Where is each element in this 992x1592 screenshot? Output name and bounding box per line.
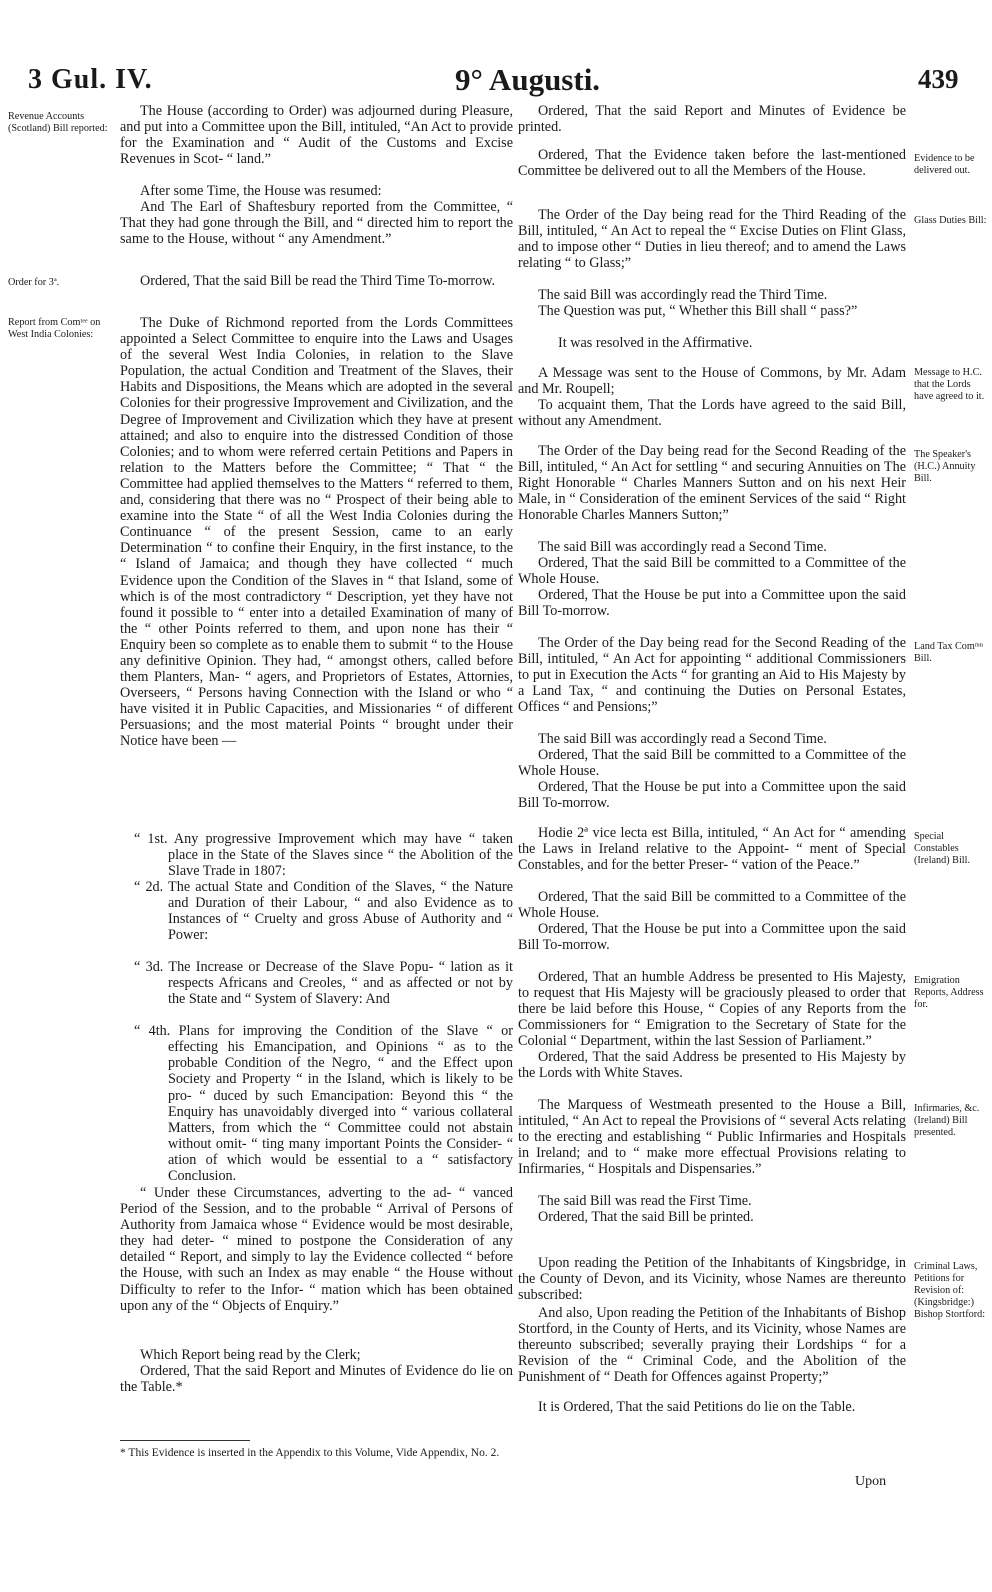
margin-note: Special Constables (Ireland) Bill. (914, 831, 971, 866)
paragraph: Ordered, That the Evidence taken before the last-mentioned Committee be delivered out to all the Members of the House. (518, 147, 906, 180)
paragraph: The Order of the Day being read for the Second Reading of the Bill, intituled, “ An Act for settling “ and securing Annuities on The Right Honorable “ Charles Manners Sutton and on his next Heir Male, in “ Consideration of the eminent Services of the said “ Right Honorable Charles Manners Sutton;” (518, 443, 906, 524)
margin-note: Report from Comᵗᵉᵉ on West India Colonies: (8, 317, 101, 340)
paragraph: And The Earl of Shaftesbury reported from the Committee, “ That they had gone through the Bill, and “ directed him to report the same to the House, without “ any Amendment.” (120, 199, 513, 248)
catchword: Upon (855, 1474, 887, 1489)
page-date: 9° Augusti. (455, 62, 601, 97)
margin-note: Revenue Accounts (Scotland) Bill reported: (8, 111, 108, 134)
margin-note: Infirmaries, &c. (Ireland) Bill presented. (914, 1103, 980, 1138)
paragraph: Which Report being read by the Clerk; (140, 1347, 361, 1363)
footnote: * This Evidence is inserted in the Appendix to this Volume, Vide Appendix, No. 2. (120, 1447, 500, 1459)
paragraph: The said Bill was accordingly read a Second Time. (538, 731, 827, 747)
paragraph: Ordered, That the House be put into a Committee upon the said Bill To-morrow. (518, 587, 906, 620)
page-number: 439 (918, 64, 959, 94)
paragraph: After some Time, the House was resumed: (140, 183, 382, 199)
paragraph: Ordered, That the said Report and Minutes of Evidence do lie on the Table.* (120, 1363, 513, 1396)
margin-note: Glass Duties Bill: (914, 215, 987, 226)
margin-note: The Speaker's (H.C.) Annuity Bill. (914, 449, 976, 484)
paragraph: Ordered, That the said Address be presented to His Majesty by the Lords with White Staves. (518, 1049, 906, 1082)
paragraph: It is Ordered, That the said Petitions do lie on the Table. (538, 1399, 856, 1415)
paragraph: Ordered, That an humble Address be presented to His Majesty, to request that His Majesty will be graciously pleased to order that there be laid before this House, “ Copies of any Reports from the Commissioners for “ Emigration to the Secretary of State for the Colonial “ Department, within the last Session of Parliament.” (518, 969, 906, 1050)
list-item: “ 4th. Plans for improving the Condition of the Slave “ or effecting his Emancipation, and Opinions “ as to the probable Condition of the Negro, “ and the Effect upon Society and Property “ in the Island, which is likely to be pro- “ duced by such Emancipation: Beyond this “ the Enquiry has unavoidably diverged into “ various collateral Matters, from which the “ Committee could not abstain without omit- “ ting many important Points the Consider- “ ation of which would be essential to a “ satisfactory Conclusion. (134, 1023, 513, 1185)
margin-note: Emigration Reports, Address for. (914, 975, 984, 1010)
paragraph: The said Bill was read the First Time. (538, 1193, 752, 1209)
paragraph: The House (according to Order) was adjourned during Pleasure, and put into a Committee upon the Bill, intituled, “An Act to provide for the Examination and “ Audit of the Customs and Excise Revenues in Scot- “ land.” (120, 103, 513, 168)
list-item: “ 2d. The actual State and Condition of the Slaves, “ the Nature and Duration of their Labour, “ and also Evidence as to Instances of “ Cruelty and gross Abuse of Authority and “ Power: (134, 879, 513, 944)
paragraph: Ordered, That the said Bill be committed to a Committee of the Whole House. (518, 747, 906, 780)
paragraph: The Order of the Day being read for the Second Reading of the Bill, intituled, “ An Act for appointing “ additional Commissioners to put in Execution the Acts “ for granting an Aid to His Majesty by a Land Tax, “ and continuing the Duties on Personal Estates, Offices “ and Pensions;” (518, 635, 906, 716)
paragraph: The Order of the Day being read for the Third Reading of the Bill, intituled, “ An Act to repeal the “ Excise Duties on Flint Glass, and to impose other “ Duties in lieu thereof; and to amend the Laws relating “ to Glass;” (518, 207, 906, 272)
margin-note: Order for 3ª. (8, 277, 60, 288)
list-item: “ 3d. The Increase or Decrease of the Slave Popu- “ lation as it respects Africans and Creoles, “ and as affected or not by the State and “ System of Slavery: And (134, 959, 513, 1008)
paragraph: Hodie 2ª vice lecta est Billa, intituled, “ An Act for “ amending the Laws in Ireland relative to the Appoint- “ ment of Special Constables, and for the better Preser- “ vation of the Peace.” (518, 825, 906, 874)
paragraph: To acquaint them, That the Lords have agreed to the said Bill, without any Amendment. (518, 397, 906, 430)
list-item: “ 1st. Any progressive Improvement which may have “ taken place in the State of the Slaves since “ the Abolition of the Slave Trade in 1807: (134, 831, 513, 880)
paragraph: Ordered, That the House be put into a Committee upon the said Bill To-morrow. (518, 779, 906, 812)
paragraph: It was resolved in the Affirmative. (558, 335, 753, 351)
paragraph: The Question was put, “ Whether this Bill shall “ pass?” (538, 303, 858, 319)
paragraph: Ordered, That the said Bill be committed to a Committee of the Whole House. (518, 889, 906, 922)
paragraph: And also, Upon reading the Petition of the Inhabitants of Bishop Stortford, in the County of Herts, and its Vicinity, whose Names are thereunto subscribed; severally praying their Lordships “ for a Revision of the “ Criminal Code, and the Abolition of the Punishment of “ Death for Offences against Property;” (518, 1305, 906, 1386)
paragraph: “ Under these Circumstances, adverting to the ad- “ vanced Period of the Session, and to the probable “ Arrival of Persons of Authority from Jamaica whose “ Evidence would be most desirable, they had deter- “ mined to postpone the Consideration of any detailed “ Report, and simply to lay the Evidence collected “ before the House, with such an Index as may enable “ the House without Difficulty to refer to the Infor- “ mation which has been obtained upon any of the “ Objects of Enquiry.” (120, 1185, 513, 1314)
paragraph: Ordered, That the said Bill be committed to a Committee of the Whole House. (518, 555, 906, 588)
margin-note: Criminal Laws, Petitions for Revision of: (Kingsbridge:) Bishop Stortford: (914, 1261, 986, 1320)
paragraph: Upon reading the Petition of the Inhabitants of Kingsbridge, in the County of Devon, and its Vicinity, whose Names are thereunto subscribed: (518, 1255, 906, 1304)
footnote-rule (120, 1440, 250, 1441)
paragraph: The said Bill was accordingly read a Second Time. (538, 539, 827, 555)
regnal-year: 3 Gul. IV. (28, 64, 153, 95)
margin-note: Land Tax Comᵐⁿ Bill. (914, 641, 983, 664)
paragraph: The Duke of Richmond reported from the Lords Committees appointed a Select Committee to enquire into the Laws and Usages of the several West India Colonies, in relation to the Slave Population, the actual Condition and Treatment of the Slaves, their Habits and Dispositions, the Means which are adopted in the several Colonies for their progressive Improvement and Civilization, and the Degree of Improvement and Civilization which they have at present attained; and also to enquire into the distressed Condition of those Colonies; and to whom were referred certain Petitions and Papers in relation to the Matters before the Committee; “ That “ the Committee had applied themselves to the Matters “ referred to them, and, considering that there was no “ Prospect of their being able to examine into the State “ of all the West India Colonies during the Continuance “ of the present Session, came to an early Determination “ to confine their Enquiry, in the first instance, to the “ Island of Jamaica; and though they have collected “ much Evidence upon the Condition of the Slaves in “ that Island, some of which is of the most contradictory “ Description, yet they have not found it possible to “ enter into a detailed Examination of many of the “ other Points referred to them, and upon none has their “ Enquiry been so complete as to enable them to submit “ to the House any definitive Opinion. They had, “ amongst others, called before them Planters, Man- “ agers, and Proprietors of Estates, Attornies, Overseers, “ Persons having Connection with the Island or who “ have visited it in Public Capacities, and Missionaries “ of different Persuasions; and the most material Points “ brought under their Notice have been — (120, 315, 513, 750)
paragraph: Ordered, That the said Bill be printed. (538, 1209, 754, 1225)
paragraph: A Message was sent to the House of Commons, by Mr. Adam and Mr. Roupell; (518, 365, 906, 398)
margin-note: Evidence to be delivered out. (914, 153, 975, 176)
margin-note: Message to H.C. that the Lords have agreed to it. (914, 367, 985, 402)
paragraph: The said Bill was accordingly read the Third Time. (538, 287, 828, 303)
page-header (0, 60, 992, 100)
paragraph: The Marquess of Westmeath presented to the House a Bill, intituled, “ An Act to repeal the Provisions of “ several Acts relating to the erecting and establishing “ Public Infirmaries and Hospitals in Ireland; and to “ make more effectual Provisions relating to Infirmaries, “ Hospitals and Dispensaries.” (518, 1097, 906, 1178)
paragraph: Ordered, That the said Report and Minutes of Evidence be printed. (518, 103, 906, 136)
paragraph: Ordered, That the said Bill be read the Third Time To-morrow. (140, 273, 496, 289)
paragraph: Ordered, That the House be put into a Committee upon the said Bill To-morrow. (518, 921, 906, 954)
